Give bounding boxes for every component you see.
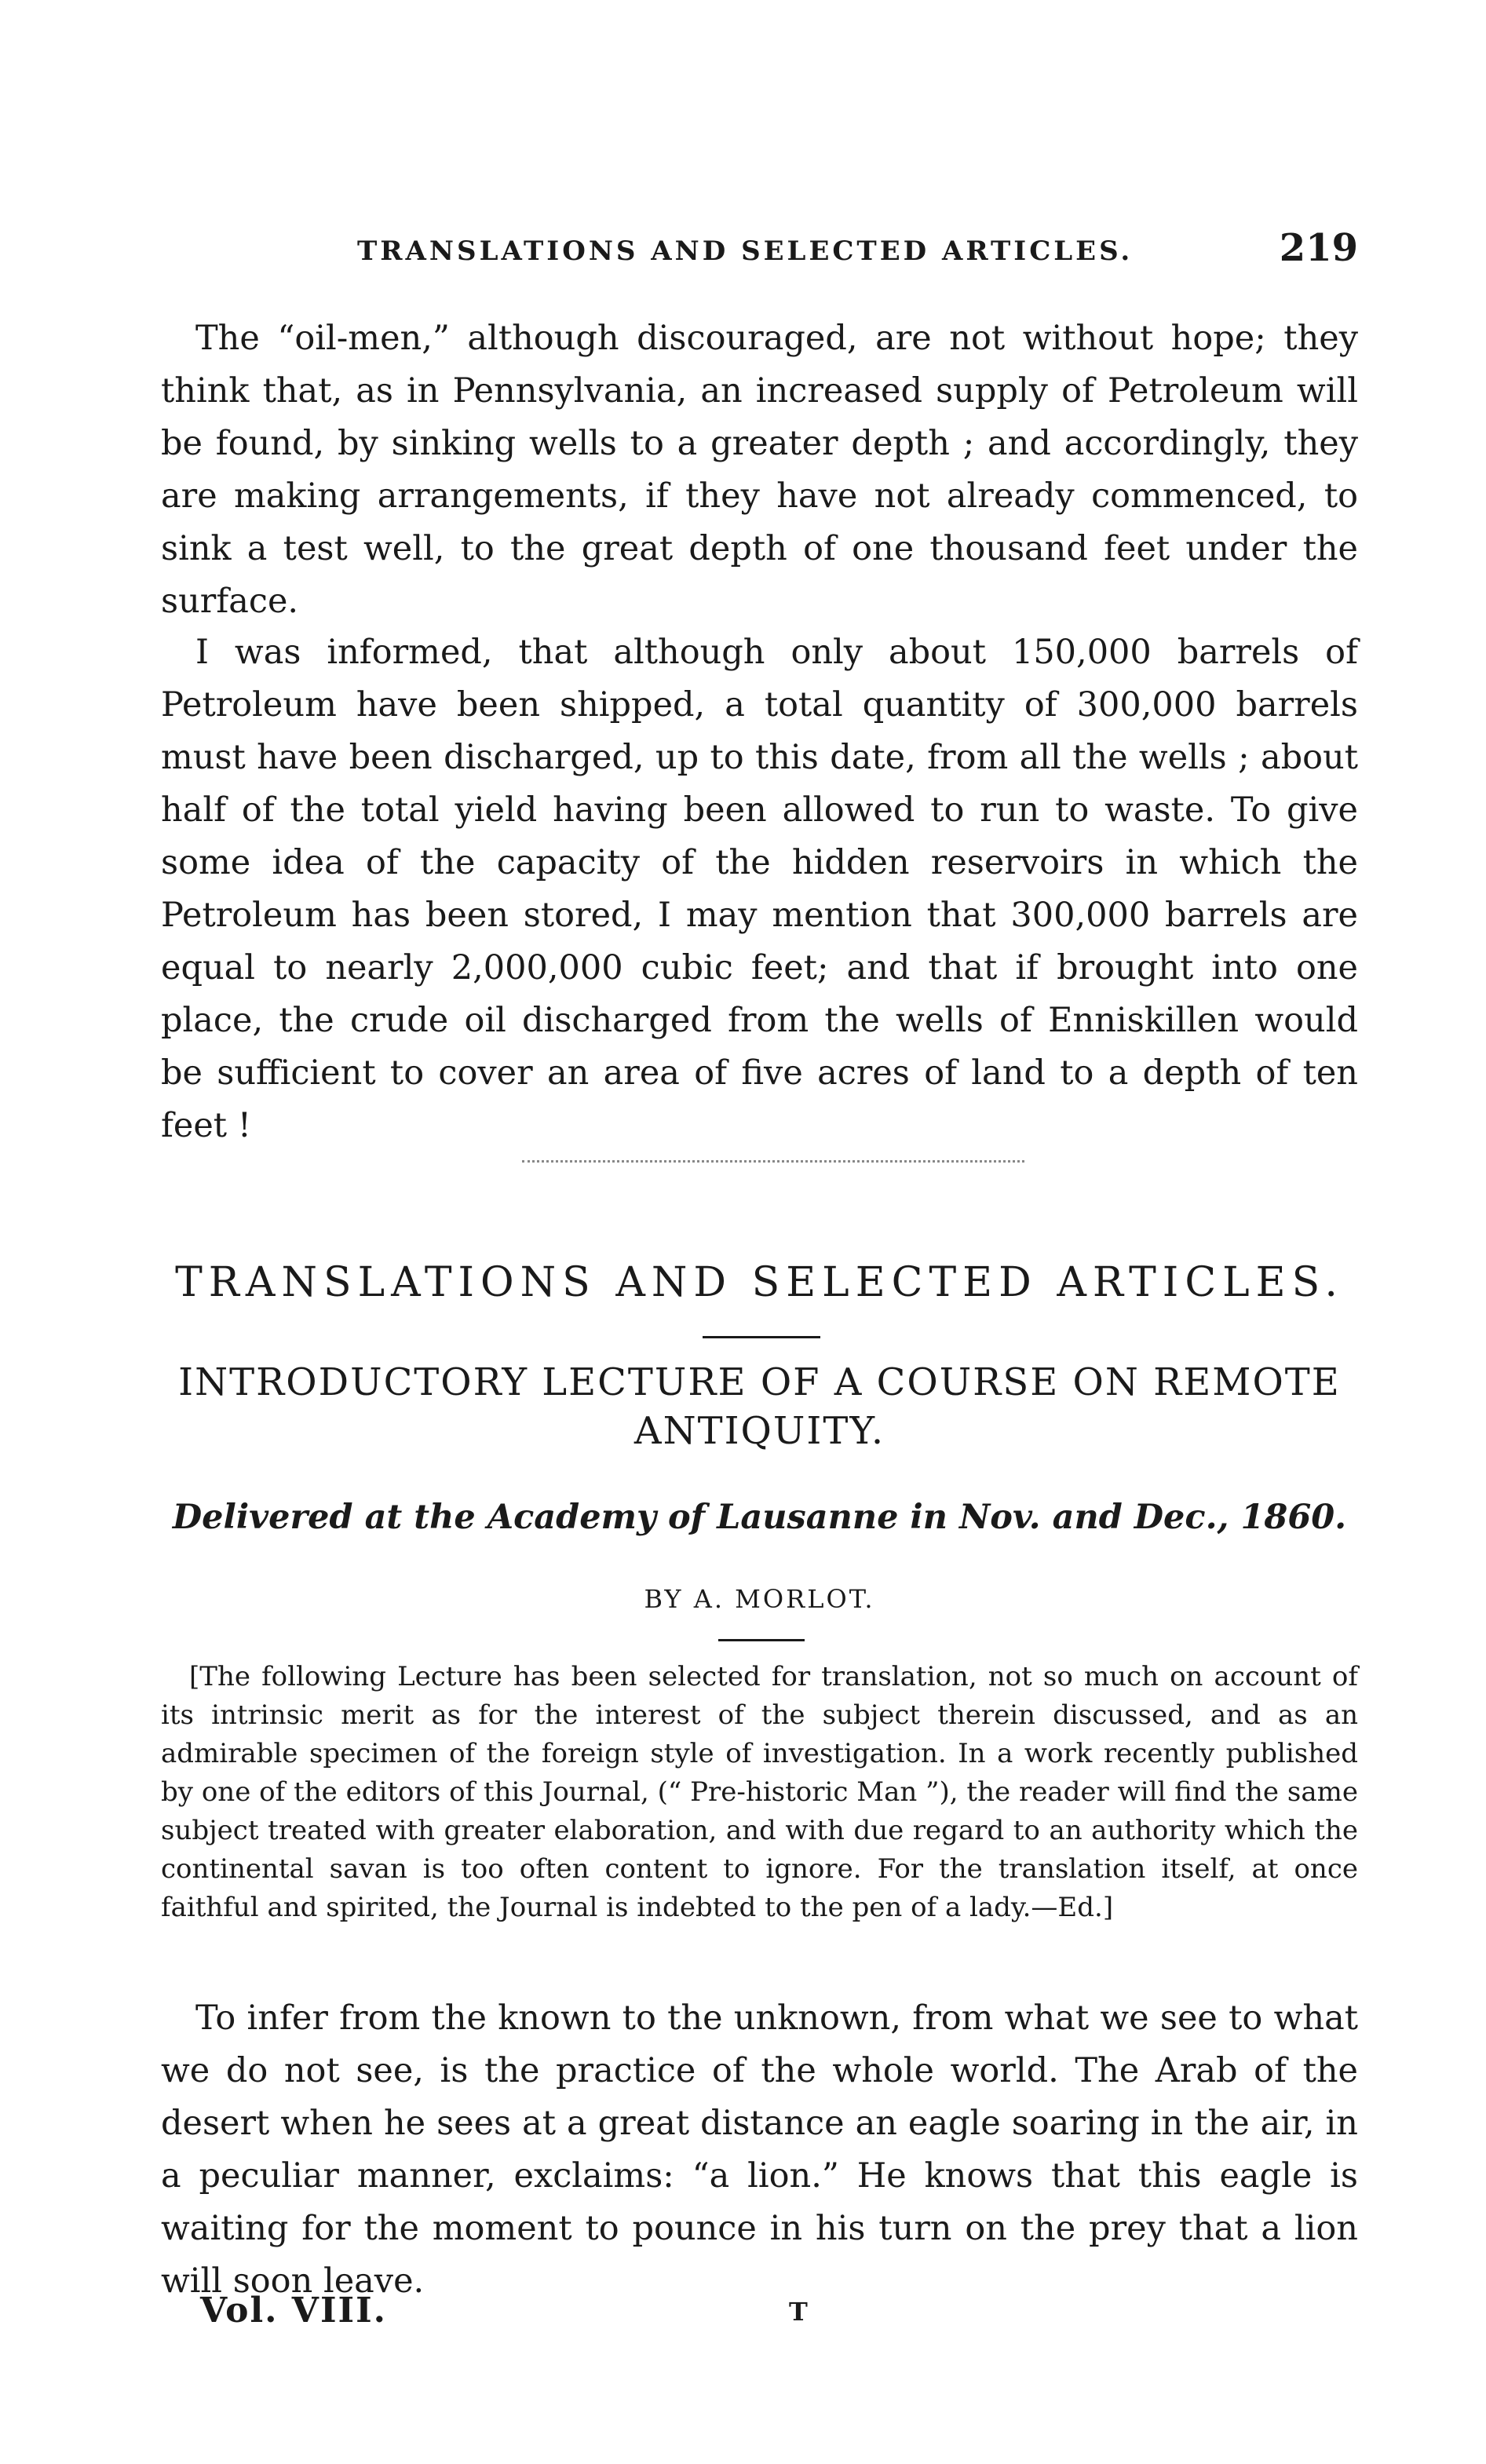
page-number: 219 <box>1279 226 1358 270</box>
paragraph-lecture-opening: To infer from the known to the unknown, from what we see to what we do not see, is the practice of the whole world. The Arab of the desert when he sees at a great distance an eagle soaring in the air, in a peculiar manner, exclaims: “a lion.” He knows that this eagle is waiting for the moment to pounce in his turn on the prey that a lion will soon leave. <box>161 1999 1358 2301</box>
volume-label: Vol. VIII. <box>200 2291 388 2331</box>
title-rule <box>703 1336 820 1338</box>
paragraph-petroleum-quantity: I was informed, that although only about 150,000 barrels of Petroleum have been shipped, a total quantity of 300,000 barrels must have been discharged, up to this date, from all the wells ; about half of the total yield having been allowed to run to waste. To give some idea of the capacity of the hidden reservoirs in which the Petroleum has been stored, I may mention that 300,000 barrels are equal to nearly 2,000,000 cubic feet; and that if brought into one place, the crude oil discharged from the wells of Enniskillen would be sufficient to cover an area of five acres of land to a depth of ten feet ! <box>161 633 1358 1145</box>
delivered-line: Delivered at the Academy of Lausanne in Nov. and Dec., 1860. <box>172 1498 1347 1537</box>
paragraph-oil-men: The “oil-men,” although discouraged, are not without hope; they think that, as in Pennsylvania, an increased supply of Petroleum will be found, by sinking wells to a greater depth ; and accordingly, they are making arrangements, if they have not already commenced, to sink a test well, to the great depth of one thousand feet under the surface. <box>161 319 1358 621</box>
section-divider <box>522 1160 1024 1178</box>
signature-mark: T <box>789 2297 808 2327</box>
byline-rule <box>718 1639 805 1641</box>
lecture-title: INTRODUCTORY LECTURE OF A COURSE ON REMOTE ANTIQUITY. <box>178 1360 1341 1453</box>
page-footer <box>161 2291 1358 2338</box>
running-title: TRANSLATIONS AND SELECTED ARTICLES. <box>357 235 1134 267</box>
editor-note: [The following Lecture has been selected for translation, not so much on account of its intrinsic merit as for the interest of the subject therein discussed, and as an admirable specimen of the foreign style of investigation. In a work recently published by one of the editors of this Journal, (“ Pre-historic Man ”), the reader will find the same subject treated with greater elaboration, and with due regard to an authority which the continental savan is too often content to ignore. For the translation itself, at once faithful and spirited, the Journal is indebted to the pen of a lady.—Ed.] <box>161 1661 1358 1923</box>
running-head <box>161 226 1358 273</box>
author-byline: BY A. MORLOT. <box>644 1584 875 1614</box>
section-title: TRANSLATIONS AND SELECTED ARTICLES. <box>175 1259 1344 1306</box>
